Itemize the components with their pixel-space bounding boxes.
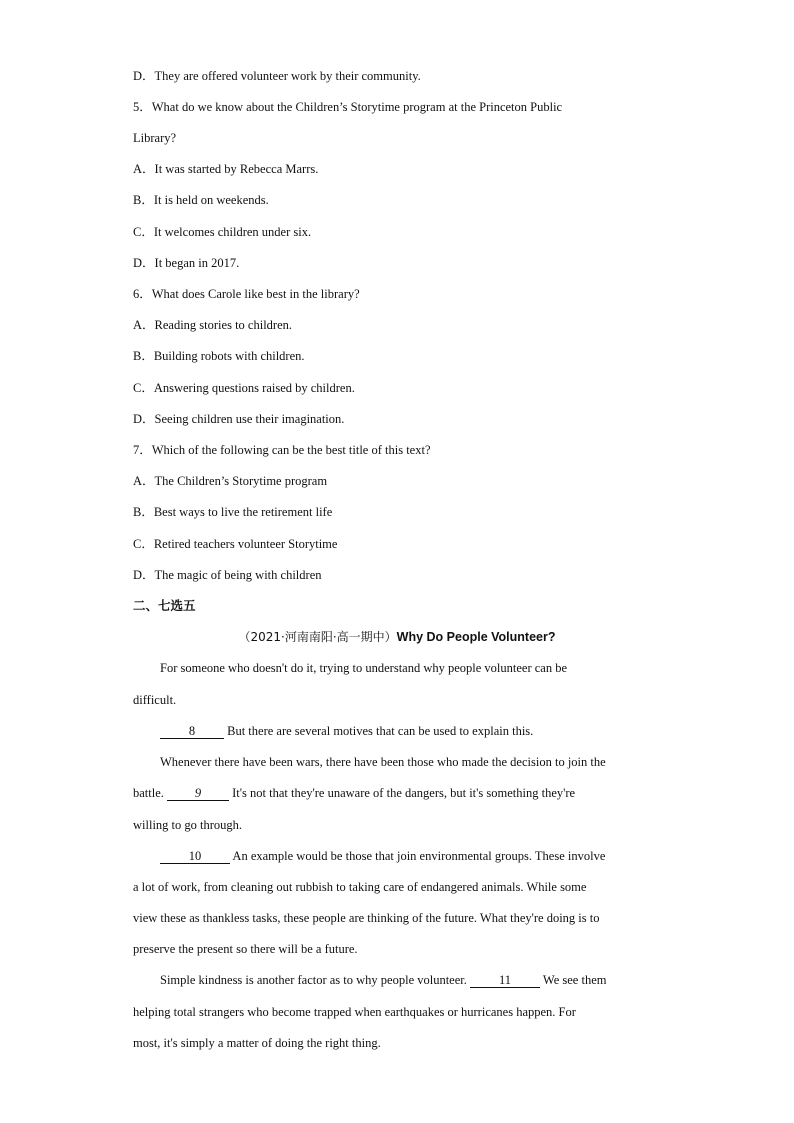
q5-stem-line1: 5．What do we know about the Children’s Storytime program at the Princeton Public xyxy=(133,100,563,114)
p4-line2: a lot of work, from cleaning out rubbish to taking care of endangered animals. While some xyxy=(133,880,587,894)
q7-stem: 7．Which of the following can be the best title of this text? xyxy=(133,443,431,457)
blank-10-number: 10 xyxy=(188,849,202,863)
q7-option-a: A．The Children’s Storytime program xyxy=(133,474,328,488)
passage-title-line xyxy=(0,629,794,645)
p4-line3: view these as thankless tasks, these people are thinking of the future. What they're doing is to xyxy=(133,911,600,925)
q5-option-b: B．It is held on weekends. xyxy=(133,193,269,207)
blank-9[interactable] xyxy=(167,787,229,801)
p4-line4: preserve the present so there will be a future. xyxy=(133,942,358,956)
blank-8-number: 8 xyxy=(188,724,196,738)
q7-option-c: C．Retired teachers volunteer Storytime xyxy=(133,537,338,551)
p3-line2-post: It's not that they're unaware of the dangers, but it's something they're xyxy=(229,786,576,800)
p5-line1-post: We see them xyxy=(540,973,607,987)
p1-line2: difficult. xyxy=(133,693,177,707)
p2-line xyxy=(160,723,533,739)
p5-line1 xyxy=(160,972,606,988)
q5-option-c: C．It welcomes children under six. xyxy=(133,225,312,239)
q4-option-d: D．They are offered volunteer work by their community. xyxy=(133,69,421,83)
p4-line1 xyxy=(160,848,605,864)
p3-line1: Whenever there have been wars, there have been those who made the decision to join the xyxy=(160,755,606,769)
q7-option-d: D．The magic of being with children xyxy=(133,568,322,582)
q6-stem: 6．What does Carole like best in the library? xyxy=(133,287,360,301)
q6-option-d: D．Seeing children use their imagination. xyxy=(133,412,345,426)
q7-option-b: B．Best ways to live the retirement life xyxy=(133,505,333,519)
q6-option-b: B．Building robots with children. xyxy=(133,349,305,363)
blank-9-number: 9 xyxy=(194,786,202,800)
blank-11[interactable] xyxy=(470,974,540,988)
p5-line3: most, it's simply a matter of doing the right thing. xyxy=(133,1036,381,1050)
p5-line2: helping total strangers who become trapped when earthquakes or hurricanes happen. For xyxy=(133,1005,576,1019)
p1-line1: For someone who doesn't do it, trying to understand why people volunteer can be xyxy=(160,661,568,675)
blank-10[interactable] xyxy=(160,850,230,864)
p5-line1-pre: Simple kindness is another factor as to why people volunteer. xyxy=(160,973,471,987)
q5-option-d: D．It began in 2017. xyxy=(133,256,240,270)
p3-line2 xyxy=(133,785,575,801)
q5-option-a: A．It was started by Rebecca Marrs. xyxy=(133,162,319,176)
q6-option-c: C．Answering questions raised by children. xyxy=(133,381,355,395)
passage-title: Why Do People Volunteer? xyxy=(396,630,556,644)
blank-8[interactable] xyxy=(160,725,224,739)
p3-line2-pre: battle. xyxy=(133,786,168,800)
p4-line1-post: An example would be those that join environmental groups. These involve xyxy=(230,849,606,863)
blank-11-number: 11 xyxy=(498,973,512,987)
passage-source: （2021·河南南阳·高一期中） xyxy=(238,630,397,644)
p3-line3: willing to go through. xyxy=(133,818,243,832)
section-heading: 二、七选五 xyxy=(133,598,196,613)
p2-rest: But there are several motives that can be used to explain this. xyxy=(224,724,534,738)
q5-stem-line2: Library? xyxy=(133,131,177,145)
q6-option-a: A．Reading stories to children. xyxy=(133,318,292,332)
